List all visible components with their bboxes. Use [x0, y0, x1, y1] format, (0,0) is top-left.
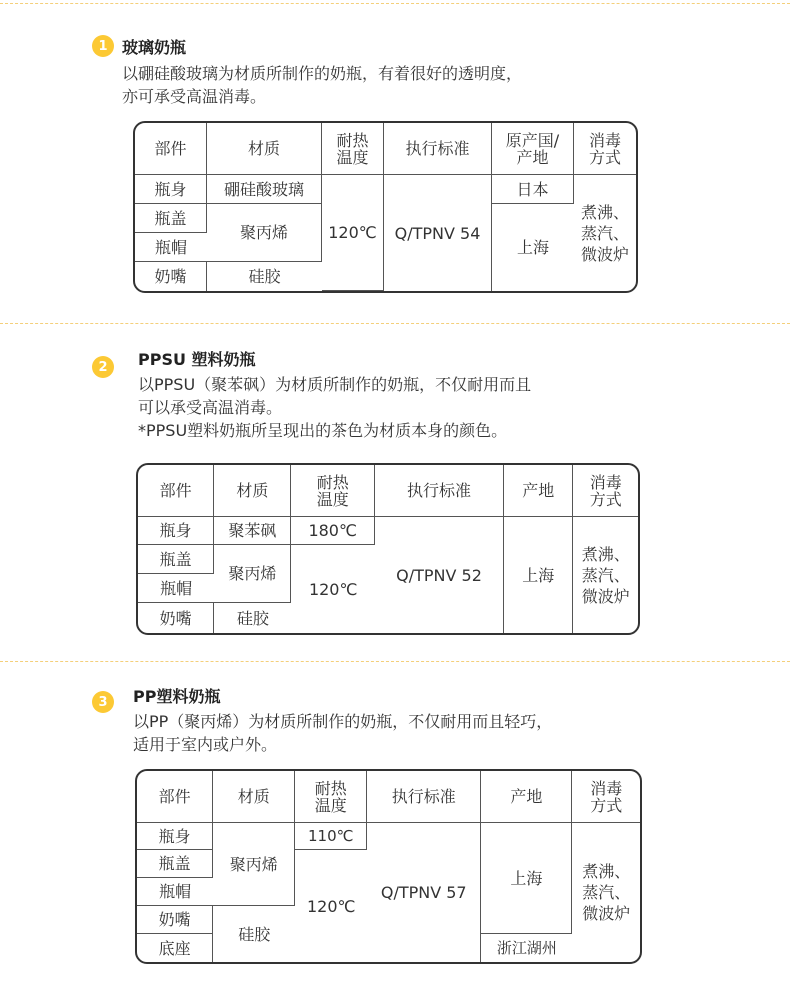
header-part: 部件 — [137, 771, 213, 823]
cell-standard: Q/TPNV 57 — [367, 823, 481, 962]
cell-material: 聚苯砜 — [214, 517, 291, 545]
cell-disinfect: 煮沸、 蒸汽、 微波炉 — [580, 202, 629, 264]
header-standard: 执行标准 — [367, 771, 481, 823]
header-origin: 原产国/ 产地 — [492, 123, 574, 175]
section-description: 以PP（聚丙烯）为材质所制作的奶瓶，不仅耐用而且轻巧， 适用于室内或户外。 — [133, 712, 553, 754]
section-description: 以PPSU（聚苯砜）为材质所制作的奶瓶，不仅耐用而且 可以承受高温消毒。 *PPSU塑料奶瓶所呈现出的茶色为材质本身的颜色。 — [138, 375, 532, 440]
header-temp: 耐热 温度 — [322, 123, 384, 175]
cell-standard: Q/TPNV 52 — [375, 517, 504, 633]
header-material: 材质 — [207, 123, 322, 175]
cell-part: 底座 — [137, 934, 213, 962]
header-origin: 产地 — [504, 465, 573, 517]
cell-origin: 浙江湖州 — [496, 938, 557, 957]
cell-part: 瓶身 — [135, 175, 207, 204]
spec-table — [133, 121, 638, 293]
header-part: 部件 — [138, 465, 214, 517]
cell-disinfect: 煮沸、 蒸汽、 微波炉 — [582, 862, 631, 923]
cell-temp: 180℃ — [291, 517, 375, 545]
cell-part: 奶嘴 — [138, 603, 214, 633]
cell-disinfect: 煮沸、 蒸汽、 微波炉 — [581, 544, 630, 606]
header-disinfect: 消毒 方式 — [573, 465, 638, 517]
cell-material: 聚丙烯 — [207, 204, 322, 262]
spec-table — [136, 463, 640, 635]
section-description: 以硼硅酸玻璃为材质所制作的奶瓶，有着很好的透明度， 亦可承受高温消毒。 — [122, 64, 523, 106]
section-divider — [0, 661, 790, 662]
cell-part: 瓶身 — [138, 517, 214, 545]
spec-table — [135, 769, 642, 964]
cell-origin: 日本 — [492, 175, 574, 204]
cell-material: 聚丙烯 — [214, 545, 291, 603]
header-material: 材质 — [214, 465, 291, 517]
cell-material: 硅胶 — [238, 924, 271, 944]
cell-material: 硼硅酸玻璃 — [207, 175, 322, 204]
header-temp: 耐热 温度 — [295, 771, 367, 823]
cell-part: 瓶盖 — [137, 850, 213, 878]
header-disinfect: 消毒 方式 — [572, 771, 640, 823]
cell-part: 瓶身 — [137, 823, 213, 850]
cell-part: 瓶盖 — [135, 204, 207, 233]
cell-standard: Q/TPNV 54 — [384, 175, 492, 291]
cell-origin: 上海 — [516, 238, 549, 257]
header-part: 部件 — [135, 123, 207, 175]
cell-part: 瓶帽 — [138, 574, 214, 603]
header-material: 材质 — [213, 771, 295, 823]
cell-temp: 120℃ — [306, 896, 356, 916]
cell-material: 硅胶 — [236, 608, 269, 628]
header-standard: 执行标准 — [384, 123, 492, 175]
section-title: PP塑料奶瓶 — [133, 687, 221, 706]
cell-part: 奶嘴 — [137, 906, 213, 934]
cell-part: 瓶帽 — [135, 233, 207, 262]
section-glass-bottle — [0, 0, 790, 320]
cell-part: 瓶帽 — [137, 878, 213, 906]
section-ppsu-bottle — [0, 330, 790, 660]
cell-origin: 上海 — [504, 517, 573, 633]
cell-origin: 上海 — [481, 823, 572, 934]
cell-temp: 110℃ — [295, 823, 367, 850]
header-origin: 产地 — [481, 771, 572, 823]
number-badge: 2 — [92, 356, 114, 378]
header-temp: 耐热 温度 — [291, 465, 375, 517]
cell-material: 聚丙烯 — [213, 823, 295, 906]
section-title: 玻璃奶瓶 — [122, 38, 187, 57]
header-disinfect: 消毒 方式 — [574, 123, 636, 175]
cell-part: 瓶盖 — [138, 545, 214, 574]
cell-temp: 120℃ — [308, 579, 358, 599]
number-badge: 1 — [92, 35, 114, 57]
cell-material: 硅胶 — [248, 267, 281, 286]
number-badge: 3 — [92, 691, 114, 713]
section-pp-bottle — [0, 668, 790, 996]
cell-temp: 120℃ — [322, 175, 384, 291]
cell-part: 奶嘴 — [135, 262, 207, 291]
header-standard: 执行标准 — [375, 465, 504, 517]
section-title: PPSU 塑料奶瓶 — [138, 350, 256, 369]
section-divider — [0, 323, 790, 324]
